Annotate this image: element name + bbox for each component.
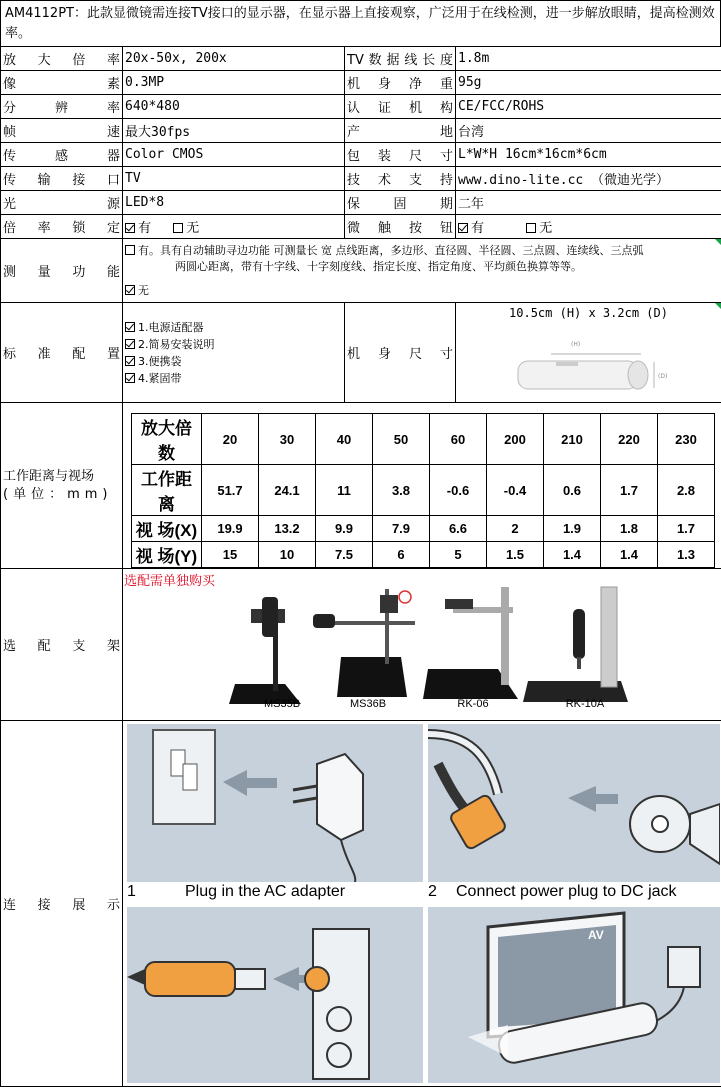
green-corner-mark-2 (715, 303, 721, 309)
distance-cell-value: 24.1 (259, 465, 316, 516)
stand-label-ms35b: MS35B (257, 698, 307, 710)
spec-label: 帧 速 (1, 119, 123, 143)
body-size-value: 10.5cm (H) x 3.2cm (D) (456, 306, 721, 320)
spec-value: L*W*H 16cm*16cm*6cm (456, 143, 721, 167)
standard-checkbox-2[interactable] (125, 339, 135, 349)
stand-rk06-image (423, 587, 518, 699)
distance-cell-value: 230 (658, 414, 715, 465)
spec-value: Color CMOS (123, 143, 345, 167)
distance-cell-value: 30 (259, 414, 316, 465)
distance-cell-value: 5 (430, 542, 487, 568)
stand-label-rk10a: RK-10A (560, 698, 610, 710)
distance-cell-value: 1.9 (544, 516, 601, 542)
standard-row (1, 303, 721, 403)
spec-value: www.dino-lite.cc （微迪光学） (456, 167, 721, 191)
spec-value: 台湾 (456, 119, 721, 143)
distance-cell-value: 9.9 (316, 516, 373, 542)
spec-row (1, 95, 721, 119)
standard-item-2: 2.简易安装说明 (138, 338, 215, 351)
spec-value: LED*8 (123, 191, 345, 215)
intro-text: AM4112PT：此款显微镜需连接TV接口的显示器，在显示器上直接观察，广泛用于在线检测，进一步解放眼睛，提高检测效率。 (0, 0, 721, 47)
distance-cell-value: 2.8 (658, 465, 715, 516)
stand-ms35b-image (229, 597, 301, 704)
stand-rk10a-image (523, 587, 628, 702)
touch-value (456, 215, 721, 239)
distance-table (131, 413, 715, 568)
distance-label-line1: 工作距离与视场 (3, 468, 120, 486)
distance-cell-value: 1.8 (601, 516, 658, 542)
spec-label: 传 感 器 (1, 143, 123, 167)
spec-row (1, 143, 721, 167)
distance-cell-value: 60 (430, 414, 487, 465)
d-mark: (D) (658, 373, 667, 380)
distance-table-row (132, 465, 715, 516)
measure-yes-text: 有。具有自动辅助寻边功能 可测量长 宽 点线距离，多边形、直径圆、半径圆、三点圆、连续线、三点弧 (138, 244, 644, 257)
touch-no-text: 无 (539, 221, 552, 236)
distance-row-header: 工作距离 (132, 465, 202, 516)
step1-caption: Plug in the AC adapter (185, 883, 345, 901)
spec-label: 技 术 支 持 (345, 167, 456, 191)
spec-label: 传 输 接 口 (1, 167, 123, 191)
connect-cell (123, 721, 721, 1087)
standard-checkbox-1[interactable] (125, 322, 135, 332)
spec-value: TV (123, 167, 345, 191)
measure-label: 测 量 功 能 (1, 239, 123, 303)
step2-number: 2 (428, 883, 437, 901)
distance-cell-value: 1.4 (544, 542, 601, 568)
lock-yes-text: 有 (138, 221, 151, 236)
optional-cell (123, 569, 721, 721)
distance-row-header: 放大倍数 (132, 414, 202, 465)
distance-cell-value: 20 (202, 414, 259, 465)
panel-ac-adapter (127, 724, 423, 882)
distance-cell-value: 0.6 (544, 465, 601, 516)
measure-yes-text2: 两圆心距离，带有十字线、十字刻度线、指定长度、指定角度、平均颜色换算等等。 (125, 259, 719, 275)
standard-item-3: 3.便携袋 (138, 355, 182, 368)
distance-label-line2: (单位：mm) (3, 486, 120, 504)
spec-row (1, 167, 721, 191)
spec-value: 最大30fps (123, 119, 345, 143)
green-corner-mark (715, 239, 721, 245)
tv-monitor-illustration (428, 907, 720, 1083)
panel-dc-jack (428, 724, 720, 882)
step1-number: 1 (127, 883, 136, 901)
spec-value: 95g (456, 71, 721, 95)
measure-value (123, 239, 721, 303)
measure-no-checkbox[interactable] (125, 285, 135, 295)
measure-no-text: 无 (138, 284, 149, 297)
dc-jack-illustration (428, 724, 720, 882)
av-label: AV (588, 928, 604, 942)
distance-cell-value: 220 (601, 414, 658, 465)
distance-cell-value: 1.3 (658, 542, 715, 568)
measure-yes-checkbox[interactable] (125, 245, 135, 255)
distance-cell-value: 6.6 (430, 516, 487, 542)
standard-checkbox-4[interactable] (125, 373, 135, 383)
distance-cell (123, 403, 721, 569)
stand-ms36b-image (313, 589, 415, 697)
distance-cell-value: 10 (259, 542, 316, 568)
spec-value: 640*480 (123, 95, 345, 119)
distance-cell-value: 40 (316, 414, 373, 465)
distance-cell-value: 6 (373, 542, 430, 568)
distance-table-row (132, 542, 715, 568)
distance-row (1, 403, 721, 569)
lock-row (1, 215, 721, 239)
distance-cell-value: -0.4 (487, 465, 544, 516)
optional-label: 选 配 支 架 (1, 569, 123, 721)
distance-cell-value: 1.5 (487, 542, 544, 568)
spec-value: 二年 (456, 191, 721, 215)
distance-cell-value: 3.8 (373, 465, 430, 516)
optional-row (1, 569, 721, 721)
lock-no-text: 无 (186, 221, 199, 236)
distance-cell-value: 1.4 (601, 542, 658, 568)
lock-label: 倍 率 锁 定 (1, 215, 123, 239)
distance-row-header: 视 场(Y) (132, 542, 202, 568)
body-size-cell (456, 303, 721, 403)
spec-label: 像 素 (1, 71, 123, 95)
spec-value: CE/FCC/ROHS (456, 95, 721, 119)
distance-cell-value: 15 (202, 542, 259, 568)
touch-no-checkbox[interactable] (526, 223, 536, 233)
standard-item-1: 1.电源适配器 (138, 321, 204, 334)
distance-cell-value: 19.9 (202, 516, 259, 542)
touch-yes-text: 有 (471, 221, 484, 236)
distance-cell-value: 1.7 (601, 465, 658, 516)
distance-cell-value: -0.6 (430, 465, 487, 516)
spec-label: 包 装 尺 寸 (345, 143, 456, 167)
distance-cell-value: 210 (544, 414, 601, 465)
spec-value: 1.8m (456, 47, 721, 71)
distance-cell-value: 200 (487, 414, 544, 465)
spec-row (1, 191, 721, 215)
distance-table-row (132, 516, 715, 542)
spec-label: TV数据线长度 (345, 47, 456, 71)
distance-cell-value: 11 (316, 465, 373, 516)
distance-label (1, 403, 123, 569)
distance-cell-value: 2 (487, 516, 544, 542)
spec-row (1, 71, 721, 95)
spec-label: 认 证 机 构 (345, 95, 456, 119)
spec-label: 光 源 (1, 191, 123, 215)
h-mark: (H) (571, 341, 580, 348)
distance-row-header: 视 场(X) (132, 516, 202, 542)
panel-rca-plug (127, 907, 423, 1083)
distance-cell-value: 7.9 (373, 516, 430, 542)
step2-caption: Connect power plug to DC jack (456, 883, 677, 901)
distance-table-row (132, 414, 715, 465)
connect-label: 连 接 展 示 (1, 721, 123, 1087)
panel-tv-monitor (428, 907, 720, 1083)
distance-cell-value: 13.2 (259, 516, 316, 542)
standard-list (123, 303, 345, 403)
spec-value: 20x-50x, 200x (123, 47, 345, 71)
spec-row (1, 119, 721, 143)
body-size-label: 机 身 尺 寸 (345, 303, 456, 403)
touch-yes-checkbox[interactable] (458, 223, 468, 233)
spec-row (1, 47, 721, 71)
touch-label: 微 触 按 钮 (345, 215, 456, 239)
microscope-dimension-drawing (456, 324, 718, 394)
measure-row (1, 239, 721, 303)
distance-cell-value: 1.7 (658, 516, 715, 542)
standard-checkbox-3[interactable] (125, 356, 135, 366)
lock-no-checkbox[interactable] (173, 223, 183, 233)
distance-cell-value: 51.7 (202, 465, 259, 516)
spec-label: 产 地 (345, 119, 456, 143)
lock-value (123, 215, 345, 239)
spec-label: 放 大 倍 率 (1, 47, 123, 71)
rca-plug-illustration (127, 907, 423, 1083)
distance-cell-value: 7.5 (316, 542, 373, 568)
ac-adapter-illustration (127, 724, 423, 882)
stand-images (123, 569, 720, 720)
standard-label: 标 准 配 置 (1, 303, 123, 403)
connect-row (1, 721, 721, 1087)
spec-label: 机 身 净 重 (345, 71, 456, 95)
spec-value: 0.3MP (123, 71, 345, 95)
stand-label-rk06: RK-06 (448, 698, 498, 710)
lock-yes-checkbox[interactable] (125, 223, 135, 233)
spec-label: 分 辨 率 (1, 95, 123, 119)
optional-note: 选配需单独购买 (124, 570, 215, 589)
stand-label-ms36b: MS36B (343, 698, 393, 710)
spec-table (0, 46, 721, 1087)
spec-label: 保 固 期 (345, 191, 456, 215)
distance-cell-value: 50 (373, 414, 430, 465)
standard-item-4: 4.紧固带 (138, 372, 182, 385)
